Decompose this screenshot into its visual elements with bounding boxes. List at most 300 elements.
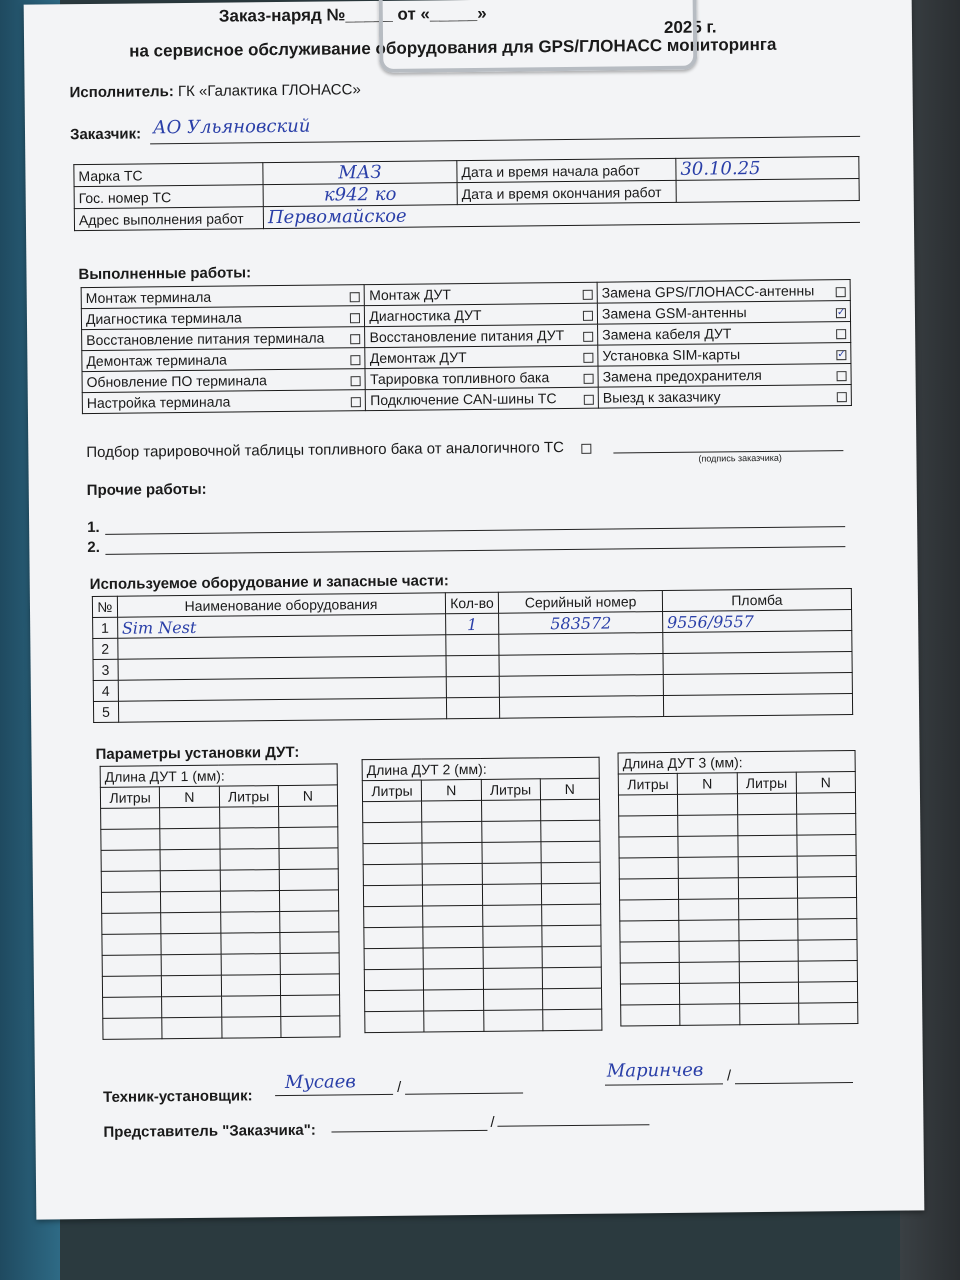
dut-cell[interactable]: [102, 955, 161, 977]
equipment-cell: 1: [93, 617, 118, 638]
dut-cell[interactable]: [280, 953, 339, 975]
dut-row: [102, 932, 339, 955]
dut-row: [101, 806, 338, 829]
dut-header-row: [100, 785, 337, 808]
dut-cell[interactable]: [541, 862, 600, 884]
equipment-cell: [499, 654, 663, 677]
dut-cell[interactable]: [618, 794, 677, 816]
dut-cell[interactable]: [101, 892, 160, 914]
dut-cell[interactable]: [620, 962, 679, 984]
work-checkbox[interactable]: [583, 332, 593, 342]
dut-table: [618, 750, 859, 1026]
dut-cell[interactable]: [221, 1017, 280, 1039]
work-item[interactable]: [365, 282, 598, 305]
dut-cell[interactable]: [621, 1004, 680, 1026]
dut-cell[interactable]: [279, 890, 338, 912]
dut-cell[interactable]: [739, 1003, 798, 1025]
dut-cell[interactable]: [364, 906, 423, 928]
work-checkbox[interactable]: [584, 374, 594, 384]
dut-row: [103, 995, 340, 1018]
work-item-label: Монтаж ДУТ: [369, 286, 451, 304]
equipment-cell: [500, 675, 664, 698]
equipment-cell: [663, 652, 852, 675]
work-item[interactable]: [365, 324, 598, 347]
dut-cell[interactable]: [103, 997, 162, 1019]
dut-cell[interactable]: [541, 883, 600, 905]
dut-header-cell: N: [796, 772, 855, 794]
dut-cell[interactable]: [423, 905, 482, 927]
dut-cell[interactable]: [680, 983, 739, 1005]
dut-cell[interactable]: [162, 1017, 221, 1039]
dut-row: [364, 946, 601, 969]
dut-cell[interactable]: [101, 850, 160, 872]
dut-cell[interactable]: [160, 849, 219, 871]
work-checkbox[interactable]: [583, 353, 593, 363]
dut-cell[interactable]: [619, 878, 678, 900]
rep-label: Представитель "Заказчика":: [103, 1121, 316, 1141]
other-item-2: 2.: [87, 538, 100, 557]
tech-line-4: [735, 1082, 853, 1084]
dut-cell[interactable]: [160, 870, 219, 892]
equipment-cell: [446, 655, 500, 677]
brand-value: МАЗ: [263, 161, 457, 185]
end-label: Дата и время окончания работ: [457, 180, 676, 204]
work-item-label: Установка SIM-карты: [602, 346, 741, 364]
customer-label: Заказчик:: [69, 125, 142, 144]
equipment-cell: 4: [93, 680, 118, 701]
dut-cell[interactable]: [678, 815, 737, 837]
dut-cell[interactable]: [797, 877, 856, 899]
dut-row: [365, 1009, 602, 1032]
work-checkbox[interactable]: [583, 311, 593, 321]
dut-header-cell: Литры: [100, 787, 159, 809]
dut-cell[interactable]: [678, 836, 737, 858]
tech-signature-1: Мусаев: [284, 1071, 356, 1094]
dut-cell[interactable]: [620, 941, 679, 963]
dut-cell[interactable]: [364, 969, 423, 991]
equipment-cell: [500, 696, 664, 719]
clipboard-clip: [379, 0, 698, 73]
dut-cell[interactable]: [279, 848, 338, 870]
dut-cell[interactable]: [678, 857, 737, 879]
equipment-cell: [446, 676, 500, 698]
dut-cell[interactable]: [363, 864, 422, 886]
work-item[interactable]: [82, 327, 366, 351]
start-label: Дата и время начала работ: [457, 158, 676, 182]
dut-header-cell: N: [278, 785, 337, 807]
tech-slash-1: /: [396, 1078, 402, 1096]
dut-row: [103, 1016, 340, 1039]
dut-cell[interactable]: [220, 870, 279, 892]
dut-cell[interactable]: [365, 1011, 424, 1033]
dut-cell[interactable]: [797, 835, 856, 857]
plate-label: Гос. номер ТС: [74, 185, 263, 209]
address-value: Первомайское: [263, 200, 859, 228]
dut-cell[interactable]: [796, 793, 855, 815]
dut-cell[interactable]: [483, 989, 542, 1011]
dut-row: [364, 967, 601, 990]
dut-cell[interactable]: [540, 799, 599, 821]
dut-cell[interactable]: [797, 898, 856, 920]
work-checkbox[interactable]: [583, 290, 593, 300]
equipment-cell: 9556/9557: [662, 610, 851, 633]
dut-cell[interactable]: [737, 793, 796, 815]
dut-row: [363, 883, 600, 906]
other-line-1: [105, 526, 845, 535]
dut-cell[interactable]: [424, 1010, 483, 1032]
end-value: [676, 178, 859, 202]
dut-cell[interactable]: [739, 982, 798, 1004]
dut-cell[interactable]: [798, 961, 857, 983]
work-checkbox[interactable]: [350, 313, 360, 323]
work-item-label: Замена предохранителя: [602, 366, 762, 385]
dut-cell[interactable]: [422, 821, 481, 843]
work-item-label: Замена GSM-антенны: [601, 304, 747, 322]
dut-cell[interactable]: [422, 842, 481, 864]
dut-cell[interactable]: [679, 941, 738, 963]
other-title: Прочие работы:: [86, 480, 207, 500]
dut-cell[interactable]: [221, 996, 280, 1018]
dut-cell[interactable]: [619, 815, 678, 837]
dut-cell[interactable]: [482, 884, 541, 906]
dut-header-cell: Литры: [618, 773, 677, 795]
dut-row: [365, 988, 602, 1011]
dut-cell[interactable]: [221, 975, 280, 997]
work-item[interactable]: [598, 385, 851, 409]
dut-cell[interactable]: [160, 807, 219, 829]
dut-cell[interactable]: [738, 919, 797, 941]
executor-value: ГК «Галактика ГЛОНАСС»: [177, 81, 361, 101]
executor-row: [69, 81, 360, 101]
dut-row: [619, 856, 856, 879]
dut-row: [363, 799, 600, 822]
dut-cell[interactable]: [161, 954, 220, 976]
dut-cell[interactable]: [739, 961, 798, 983]
dut-cell[interactable]: [798, 1003, 857, 1025]
dut-cell[interactable]: [620, 983, 679, 1005]
dut-row: [618, 793, 855, 816]
dut-header-cell: N: [160, 786, 219, 808]
equipment-cell: [663, 673, 852, 696]
dut-cell[interactable]: [481, 821, 540, 843]
dut-row: [620, 919, 857, 942]
dut-cell[interactable]: [679, 899, 738, 921]
dut-cell[interactable]: [679, 962, 738, 984]
work-checkbox[interactable]: [837, 371, 847, 381]
dut-cell[interactable]: [161, 912, 220, 934]
dut-row: [363, 820, 600, 843]
dut-cell[interactable]: [162, 975, 221, 997]
equipment-cell: [446, 697, 500, 719]
tech-line-1: [275, 1094, 393, 1096]
dut-cell[interactable]: [363, 843, 422, 865]
work-item[interactable]: [365, 345, 598, 368]
works-table: [81, 279, 852, 414]
work-item[interactable]: [81, 306, 365, 330]
dut-cell[interactable]: [541, 841, 600, 863]
dut-header-row: [618, 772, 855, 795]
dut-cell[interactable]: [620, 920, 679, 942]
tech-line-2: [405, 1093, 523, 1095]
equipment-header-cell: Кол-во: [445, 592, 499, 614]
work-item-label: Диагностика ДУТ: [369, 306, 482, 325]
dut-cell[interactable]: [365, 990, 424, 1012]
dut-cell[interactable]: [678, 794, 737, 816]
dut-cell[interactable]: [542, 967, 601, 989]
work-item[interactable]: [82, 390, 366, 414]
dut-cell[interactable]: [220, 891, 279, 913]
dut-cell[interactable]: [422, 863, 481, 885]
dut-cell[interactable]: [279, 869, 338, 891]
brand-label: Марка ТС: [74, 163, 263, 187]
equipment-header-cell: Серийный номер: [499, 591, 663, 614]
dut-cell[interactable]: [279, 827, 338, 849]
dut-cell[interactable]: [220, 849, 279, 871]
work-item-label: Обновление ПО терминала: [86, 372, 268, 391]
equipment-cell: 5: [93, 701, 118, 722]
dut-cell[interactable]: [423, 926, 482, 948]
dut-title-row: [618, 751, 855, 774]
dut-cell[interactable]: [542, 988, 601, 1010]
address-label: Адрес выполнения работ: [74, 207, 263, 231]
equipment-cell: 2: [93, 638, 118, 659]
dut-cell[interactable]: [160, 828, 219, 850]
dut-table: [362, 757, 603, 1033]
equipment-cell: 583572: [499, 612, 663, 635]
work-item-label: Выезд к заказчику: [602, 388, 721, 406]
work-item[interactable]: [365, 303, 598, 326]
dut-length-label: Длина ДУТ 2 (мм):: [362, 757, 599, 780]
dut-header-cell: Литры: [481, 779, 540, 801]
work-item[interactable]: [597, 301, 850, 325]
dut-cell[interactable]: [542, 1009, 601, 1031]
dut-table: [100, 763, 341, 1039]
dut-cell[interactable]: [620, 899, 679, 921]
start-value: 30.10.25: [676, 156, 859, 180]
dut-cell[interactable]: [161, 891, 220, 913]
dut-cell[interactable]: [363, 822, 422, 844]
dut-cell[interactable]: [680, 1004, 739, 1026]
dut-cell[interactable]: [279, 911, 338, 933]
dut-cell[interactable]: [483, 947, 542, 969]
dut-row: [102, 953, 339, 976]
equipment-header-cell: №: [92, 596, 117, 617]
work-item-label: Диагностика терминала: [85, 309, 242, 328]
dut-cell[interactable]: [101, 808, 160, 830]
dut-cell[interactable]: [364, 927, 423, 949]
dut-length-label: Длина ДУТ 1 (мм):: [100, 764, 337, 787]
work-item-label: Тарировка топливного бака: [369, 369, 550, 388]
works-title: Выполненные работы:: [78, 264, 252, 284]
dut-cell[interactable]: [482, 863, 541, 885]
dut-cell[interactable]: [796, 814, 855, 836]
dut-cell[interactable]: [540, 820, 599, 842]
dut-row: [620, 982, 857, 1005]
dut-cell[interactable]: [219, 828, 278, 850]
work-item[interactable]: [82, 369, 366, 393]
dut-row: [101, 848, 338, 871]
work-checkbox[interactable]: [836, 287, 846, 297]
work-checkbox[interactable]: [584, 395, 594, 405]
work-item[interactable]: [365, 366, 598, 389]
work-item[interactable]: [598, 343, 851, 367]
dut-cell[interactable]: [363, 801, 422, 823]
dut-cell[interactable]: [619, 836, 678, 858]
work-checkbox[interactable]: ✓: [837, 349, 846, 361]
dut-cell[interactable]: [798, 919, 857, 941]
other-item-1: 1.: [87, 518, 100, 537]
dut-cell[interactable]: [101, 829, 160, 851]
dut-cell[interactable]: [280, 974, 339, 996]
work-item[interactable]: [366, 387, 599, 410]
dut-cell[interactable]: [483, 1010, 542, 1032]
dut-cell[interactable]: [424, 989, 483, 1011]
dut-cell[interactable]: [679, 920, 738, 942]
dut-row: [101, 869, 338, 892]
work-item-label: Подключение CAN-шины ТС: [370, 390, 557, 409]
dut-cell[interactable]: [482, 926, 541, 948]
work-item-label: Демонтаж ДУТ: [369, 349, 467, 367]
dut-row: [363, 841, 600, 864]
equipment-cell: [118, 698, 446, 722]
dut-cell[interactable]: [423, 884, 482, 906]
dut-header-row: [362, 778, 599, 801]
rep-line-1: [331, 1130, 487, 1133]
work-checkbox[interactable]: ✓: [836, 307, 846, 319]
dut-cell[interactable]: [738, 898, 797, 920]
dut-cell[interactable]: [102, 913, 161, 935]
dut-cell[interactable]: [738, 877, 797, 899]
dut-header-cell: Литры: [362, 780, 421, 802]
equipment-header-cell: Пломба: [662, 589, 851, 612]
dut-cell[interactable]: [482, 905, 541, 927]
tech-line-3: [605, 1083, 723, 1085]
dut-row: [102, 974, 339, 997]
dut-cell[interactable]: [422, 800, 481, 822]
equipment-cell: 3: [93, 659, 118, 680]
dut-cell[interactable]: [737, 814, 796, 836]
dut-cell[interactable]: [220, 933, 279, 955]
dut-row: [619, 877, 856, 900]
dut-cell[interactable]: [483, 968, 542, 990]
dut-cell[interactable]: [280, 995, 339, 1017]
dut-cell[interactable]: [619, 857, 678, 879]
dut-cell[interactable]: [679, 878, 738, 900]
dut-row: [619, 814, 856, 837]
dut-cell[interactable]: [739, 940, 798, 962]
dut-row: [364, 904, 601, 927]
dut-cell[interactable]: [281, 1016, 340, 1038]
work-item[interactable]: [598, 364, 851, 388]
work-item-label: Демонтаж терминала: [86, 351, 227, 370]
dut-cell[interactable]: [278, 806, 337, 828]
work-item-label: Замена кабеля ДУТ: [602, 325, 732, 343]
dut-cell[interactable]: [481, 800, 540, 822]
equipment-title: Используемое оборудование и запасные части:: [89, 572, 449, 594]
dut-cell[interactable]: [541, 904, 600, 926]
dut-row: [101, 890, 338, 913]
work-checkbox[interactable]: [351, 376, 361, 386]
equipment-cell: [663, 694, 852, 717]
work-item[interactable]: [597, 280, 850, 304]
header-year: 2025 г.: [663, 17, 717, 37]
dut-row: [620, 940, 857, 963]
dut-cell[interactable]: [280, 932, 339, 954]
tariff-text: Подбор тарировочной таблицы топливного бака от аналогичного ТС: [86, 439, 565, 462]
work-checkbox[interactable]: [351, 334, 361, 344]
dut-cell[interactable]: [797, 856, 856, 878]
dut-cell[interactable]: [161, 933, 220, 955]
dut-cell[interactable]: [102, 976, 161, 998]
work-item-label: Монтаж терминала: [85, 288, 212, 307]
dut-cell[interactable]: [102, 934, 161, 956]
dut-row: [363, 862, 600, 885]
dut-row: [619, 835, 856, 858]
work-checkbox[interactable]: [351, 397, 361, 407]
work-item[interactable]: [598, 322, 851, 346]
tariff-checkbox[interactable]: [581, 444, 591, 454]
dut-row: [621, 1003, 858, 1026]
dut-cell[interactable]: [103, 1018, 162, 1040]
vehicle-table: [73, 156, 860, 231]
dut-header-cell: Литры: [219, 786, 278, 808]
dut-cell[interactable]: [542, 925, 601, 947]
executor-label: Исполнитель:: [69, 83, 174, 102]
dut-title-row: [100, 764, 337, 787]
dut-row: [102, 911, 339, 934]
dut-length-label: Длина ДУТ 3 (мм):: [618, 751, 855, 774]
work-checkbox[interactable]: [837, 392, 847, 402]
work-checkbox[interactable]: [350, 292, 360, 302]
signature-caption: (подпись заказчика): [698, 452, 782, 464]
dut-cell[interactable]: [798, 982, 857, 1004]
equipment-table: [92, 588, 853, 723]
plate-value: к942 ко: [263, 183, 457, 207]
dut-cell[interactable]: [737, 835, 796, 857]
equipment-cell: 1: [445, 613, 499, 635]
dut-cell[interactable]: [424, 968, 483, 990]
dut-row: [101, 827, 338, 850]
work-checkbox[interactable]: [836, 329, 846, 339]
rep-line-2: [497, 1124, 649, 1127]
dut-cell[interactable]: [364, 948, 423, 970]
work-checkbox[interactable]: [351, 355, 361, 365]
equipment-header-cell: Наименование оборудования: [117, 593, 445, 617]
dut-cell[interactable]: [798, 940, 857, 962]
dut-cell[interactable]: [481, 842, 540, 864]
dut-row: [620, 961, 857, 984]
dut-cell[interactable]: [363, 885, 422, 907]
rep-slash: /: [490, 1113, 495, 1131]
work-item[interactable]: [81, 285, 365, 309]
dut-cell[interactable]: [162, 996, 221, 1018]
dut-header-cell: N: [540, 778, 599, 800]
dut-row: [364, 925, 601, 948]
dut-cell[interactable]: [221, 954, 280, 976]
work-item-label: Замена GPS/ГЛОНАСС-антенны: [601, 282, 815, 301]
work-item-label: Восстановление питания ДУТ: [369, 327, 565, 346]
dut-cell[interactable]: [542, 946, 601, 968]
dut-title: Параметры установки ДУТ:: [95, 743, 300, 763]
dut-title-row: [362, 757, 599, 780]
dut-cell[interactable]: [738, 856, 797, 878]
dut-cell[interactable]: [101, 871, 160, 893]
dut-cell[interactable]: [219, 807, 278, 829]
dut-cell[interactable]: [220, 912, 279, 934]
dut-cell[interactable]: [423, 947, 482, 969]
work-item[interactable]: [82, 348, 366, 372]
equipment-cell: [445, 634, 499, 656]
